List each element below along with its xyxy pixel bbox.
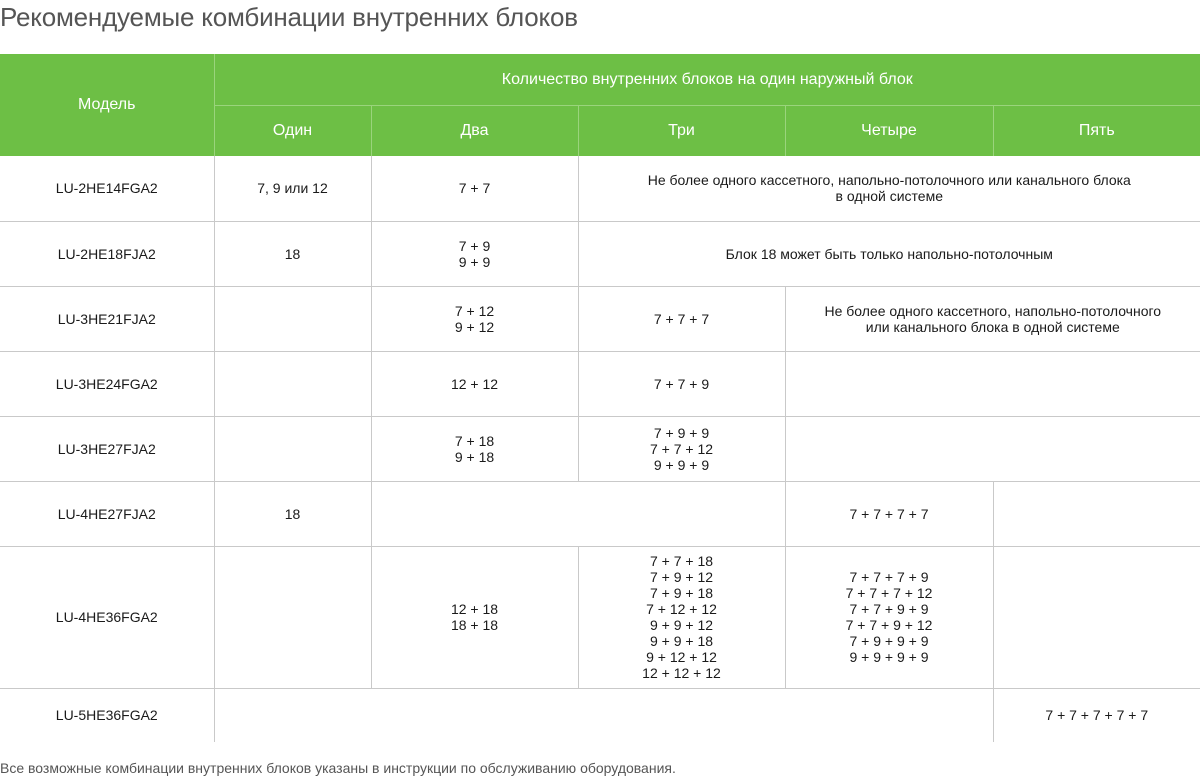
one-unit-cell: 18 [214,221,371,286]
three-units-cell: 7 + 7 + 7 [578,286,785,351]
restriction-note-cell: Не более одного кассетного, напольно-потолочного или канального блока в одной системе [578,156,1200,221]
four-units-cell: 7 + 7 + 7 + 9 7 + 7 + 7 + 12 7 + 7 + 9 + 9 7 + 7 + 9 + 12 7 + 9 + 9 + 9 9 + 9 + 9 + 9 [785,546,993,688]
two-units-cell: 12 + 12 [371,351,578,416]
empty-cell [371,481,785,546]
column-header-four: Четыре [785,106,993,157]
empty-cell [214,688,993,742]
model-cell: LU-2HE14FGA2 [0,156,214,221]
three-units-cell: 7 + 7 + 9 [578,351,785,416]
two-units-cell: 7 + 18 9 + 18 [371,416,578,481]
model-cell: LU-4HE27FJA2 [0,481,214,546]
empty-cell [785,416,1200,481]
two-units-cell: 12 + 18 18 + 18 [371,546,578,688]
restriction-note-cell: Не более одного кассетного, напольно-потолочного или канального блока в одной системе [785,286,1200,351]
page-title: Рекомендуемые комбинации внутренних блоков [0,2,578,32]
three-units-cell: 7 + 7 + 18 7 + 9 + 12 7 + 9 + 18 7 + 12 + 12 9 + 9 + 12 9 + 9 + 18 9 + 12 + 12 12 + 12 + 12 [578,546,785,688]
table-row [0,416,1200,481]
model-cell: LU-3HE21FJA2 [0,286,214,351]
one-unit-cell: 7, 9 или 12 [214,156,371,221]
table-row [0,351,1200,416]
two-units-cell: 7 + 9 9 + 9 [371,221,578,286]
model-cell: LU-3HE24FGA2 [0,351,214,416]
footnote: Все возможные комбинации внутренних блоков указаны в инструкции по обслуживанию оборудования. [0,760,676,776]
table-row [0,688,1200,742]
model-column-header: Модель [0,54,214,156]
one-unit-cell: 18 [214,481,371,546]
table-row [0,156,1200,221]
table-row [0,546,1200,688]
table-row [0,221,1200,286]
one-unit-cell [214,416,371,481]
table-row [0,481,1200,546]
five-units-cell: 7 + 7 + 7 + 7 + 7 [1045,707,1149,724]
three-units-cell: 7 + 9 + 9 7 + 7 + 12 9 + 9 + 9 [578,416,785,481]
one-unit-cell [214,351,371,416]
one-unit-cell [214,286,371,351]
indoor-count-group-header: Количество внутренних блоков на один наружный блок [214,54,1200,106]
table-row [0,286,1200,351]
combinations-table [0,54,1200,742]
restriction-note-cell: Блок 18 может быть только напольно-потолочным [578,221,1200,286]
column-header-one: Один [214,106,371,157]
empty-cell [993,546,1200,688]
two-units-cell: 7 + 12 9 + 12 [371,286,578,351]
model-cell: LU-5HE36FGA2 [0,688,214,742]
column-header-five: Пять [993,106,1200,157]
one-unit-cell [214,546,371,688]
four-units-cell: 7 + 7 + 7 + 7 [785,481,993,546]
empty-cell [993,481,1200,546]
empty-cell [785,351,1200,416]
column-header-three: Три [578,106,785,157]
two-units-cell: 7 + 7 [371,156,578,221]
column-header-two: Два [371,106,578,157]
model-cell: LU-4HE36FGA2 [0,546,214,688]
model-cell: LU-3HE27FJA2 [0,416,214,481]
model-cell: LU-2HE18FJA2 [0,221,214,286]
